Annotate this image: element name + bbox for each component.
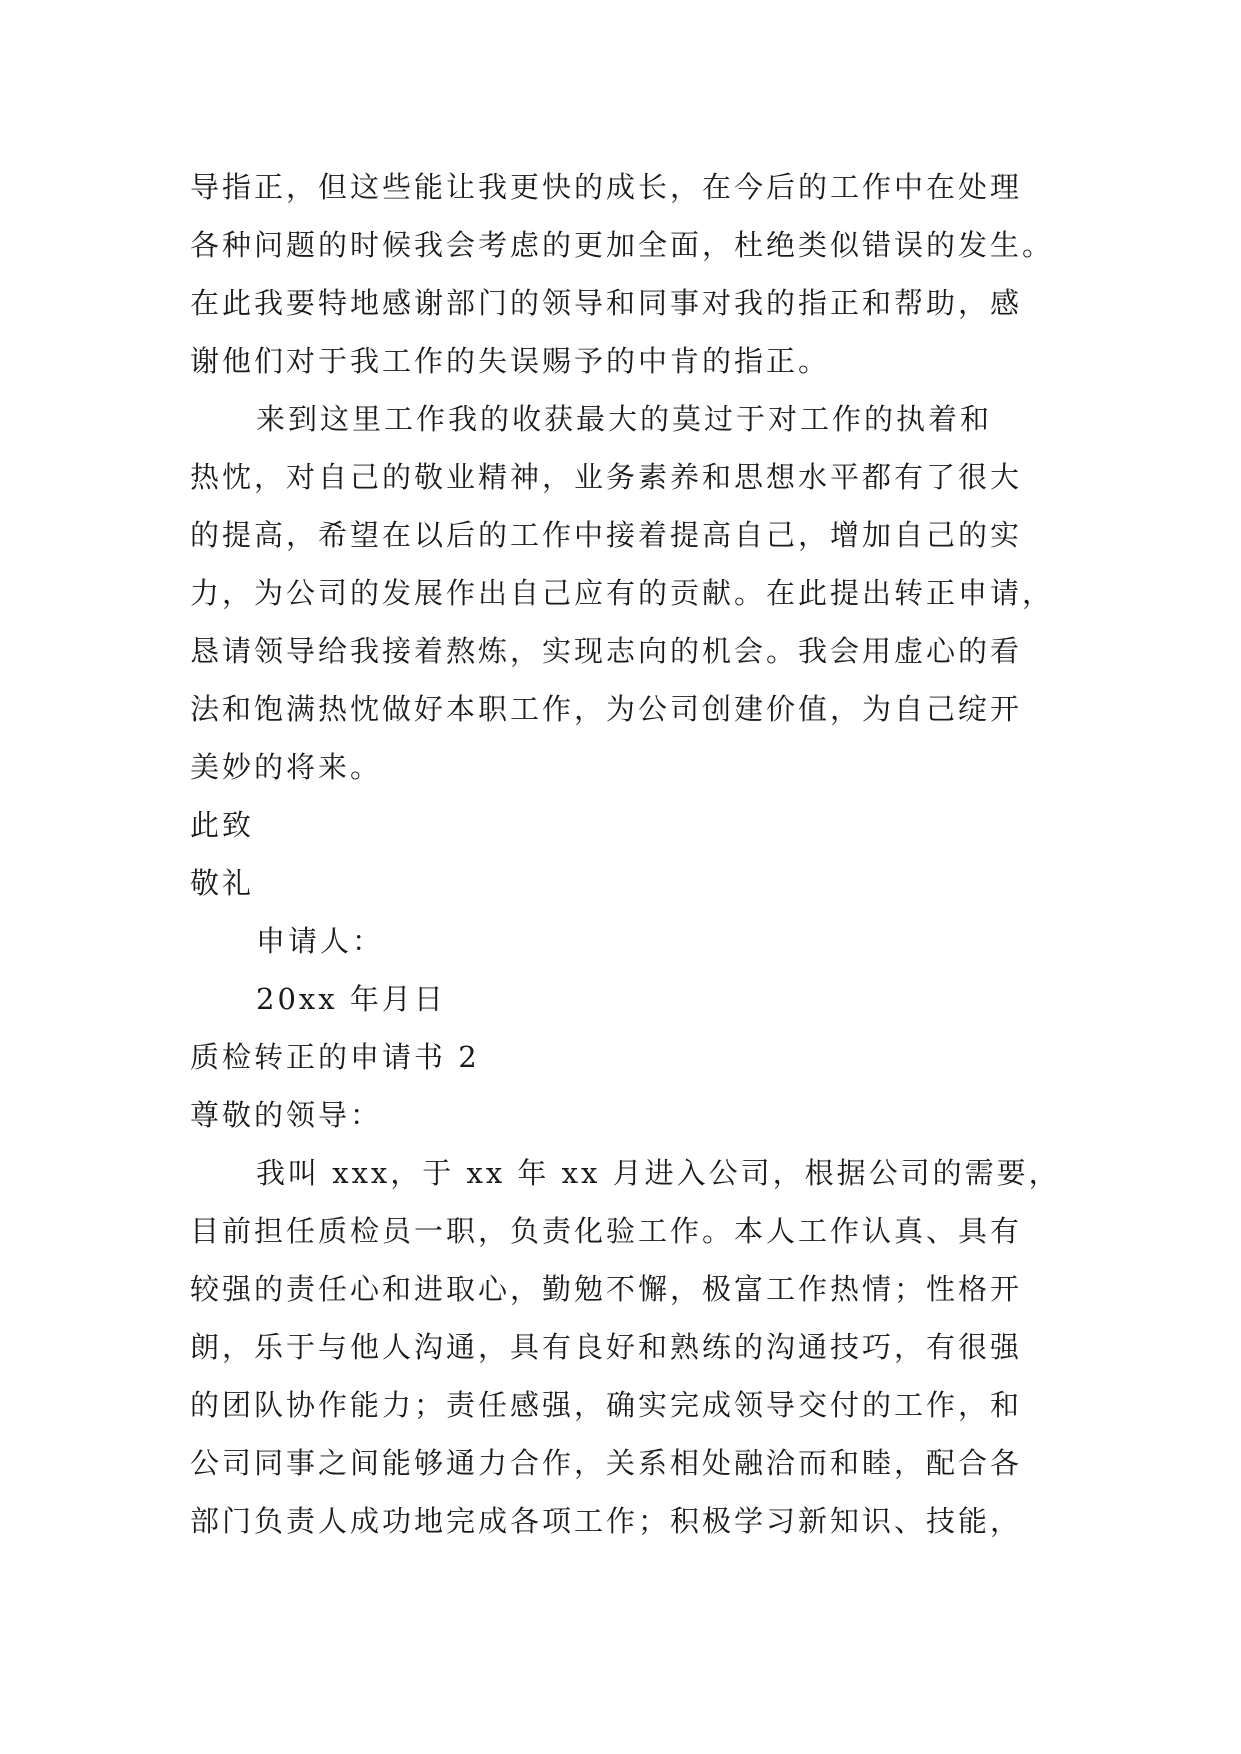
section-title: 质检转正的申请书 2 bbox=[190, 1040, 480, 1074]
date-line: 20xx 年月日 bbox=[256, 982, 446, 1016]
text-line: 的团队协作能力；责任感强，确实完成领导交付的工作，和 bbox=[190, 1388, 1023, 1422]
text-line: 较强的责任心和进取心，勤勉不懈，极富工作热情；性格开 bbox=[190, 1272, 1023, 1306]
closing-regards: 敬礼 bbox=[190, 866, 255, 900]
document-body bbox=[190, 158, 1090, 1550]
paragraph-start-line: 来到这里工作我的收获最大的莫过于对工作的执着和 bbox=[256, 402, 993, 436]
text-line: 力，为公司的发展作出自己应有的贡献。在此提出转正申请， bbox=[190, 576, 1055, 610]
text-line: 目前担任质检员一职，负责化验工作。本人工作认真、具有 bbox=[190, 1214, 1023, 1248]
closing-salutation: 此致 bbox=[190, 808, 255, 842]
text-line: 热忱，对自己的敬业精神，业务素养和思想水平都有了很大 bbox=[190, 460, 1023, 494]
text-line: 各种问题的时候我会考虑的更加全面，杜绝类似错误的发生。 bbox=[190, 228, 1055, 262]
text-line: 的提高，希望在以后的工作中接着提高自己，增加自己的实 bbox=[190, 518, 1023, 552]
text-line: 法和饱满热忱做好本职工作，为公司创建价值，为自己绽开 bbox=[190, 692, 1023, 726]
paragraph-start-line: 我叫 xxx，于 xx 年 xx 月进入公司，根据公司的需要， bbox=[256, 1156, 1061, 1190]
text-line: 谢他们对于我工作的失误赐予的中肯的指正。 bbox=[190, 344, 831, 378]
text-line: 在此我要特地感谢部门的领导和同事对我的指正和帮助，感 bbox=[190, 286, 1023, 320]
applicant-label: 申请人： bbox=[256, 924, 385, 958]
greeting: 尊敬的领导： bbox=[190, 1098, 383, 1132]
text-line: 部门负责人成功地完成各项工作；积极学习新知识、技能， bbox=[190, 1504, 1023, 1538]
text-line: 美妙的将来。 bbox=[190, 750, 383, 784]
text-line: 导指正，但这些能让我更快的成长，在今后的工作中在处理 bbox=[190, 170, 1023, 204]
text-line: 朗，乐于与他人沟通，具有良好和熟练的沟通技巧，有很强 bbox=[190, 1330, 1023, 1364]
text-line: 恳请领导给我接着熬炼，实现志向的机会。我会用虚心的看 bbox=[190, 634, 1023, 668]
text-line: 公司同事之间能够通力合作，关系相处融洽而和睦，配合各 bbox=[190, 1446, 1023, 1480]
